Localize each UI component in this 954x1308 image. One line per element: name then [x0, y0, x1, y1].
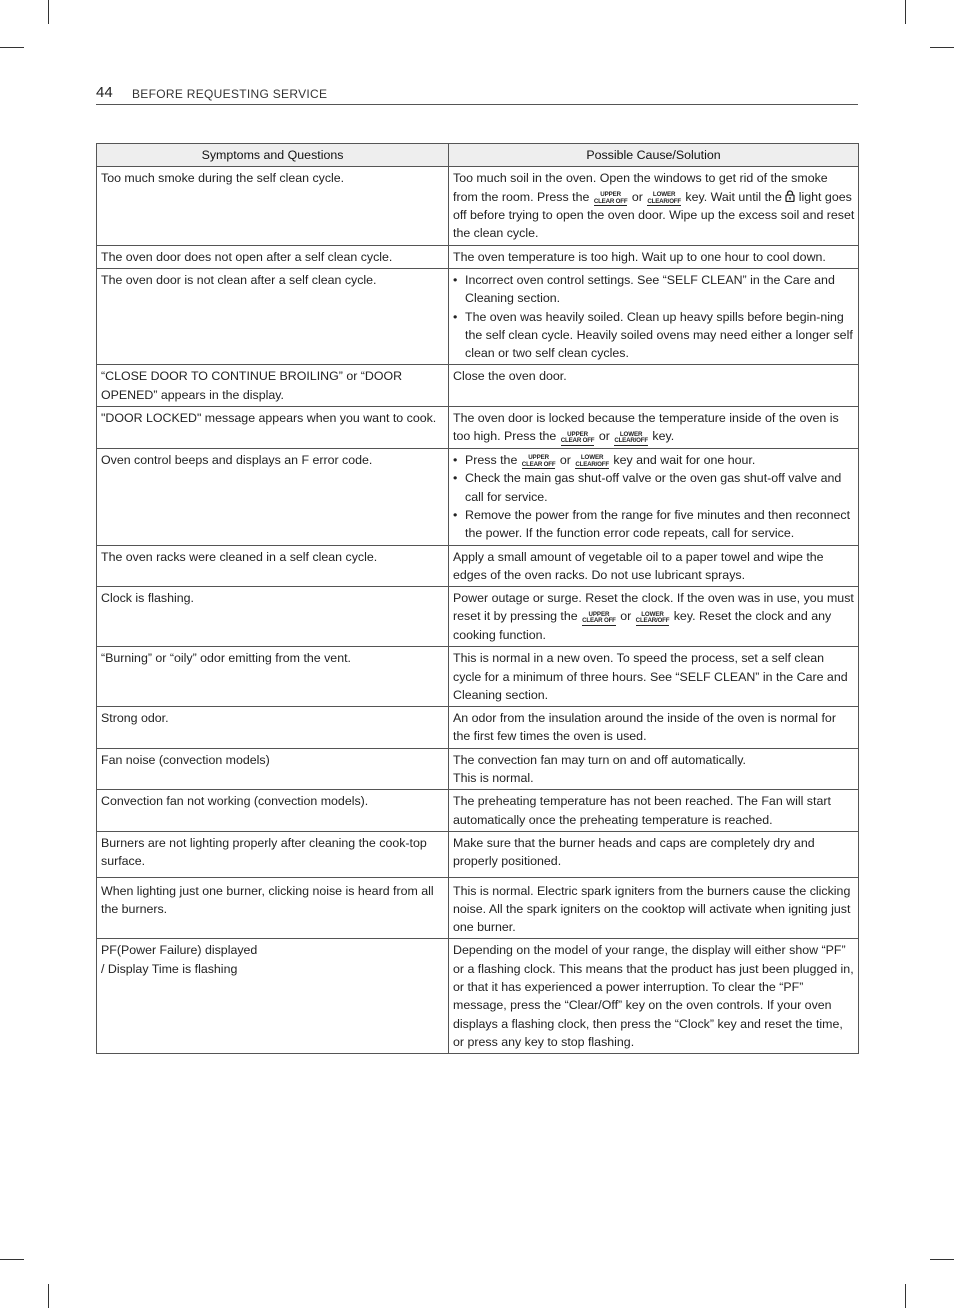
list-item [453, 451, 855, 470]
symptom-cell: Clock is flashing. [97, 587, 449, 647]
table-row [97, 877, 859, 939]
solution-text: Press the [465, 452, 518, 467]
key-label: CLEAR OFF [582, 617, 616, 625]
list-item: • The oven was heavily soiled. Clean up heavy spills before begin-ning the self clean cycle. Heavily soiled ovens may need either a longer self clean or two self clean cycles. [453, 308, 855, 363]
solution-cell [449, 748, 859, 790]
solution-cell: This is normal in a new oven. To speed the process, set a self clean cycle for a minimum of three hours. See “SELF CLEAN” in the Care and Cleaning section. [449, 647, 859, 707]
solution-cell: An odor from the insulation around the inside of the oven is normal for the first few times the oven is used. [449, 707, 859, 749]
lower-clear-off-key-icon [614, 432, 648, 446]
table-row [97, 587, 859, 647]
solution-cell [449, 167, 859, 245]
solution-text: key. [652, 429, 675, 444]
symptom-cell: “CLOSE DOOR TO CONTINUE BROILING” or “DOOR OPENED” appears in the display. [97, 365, 449, 407]
list-item: • Remove the power from the range for five minutes and then reconnect the power. If the function error code repeats, call for service. [453, 506, 855, 543]
solution-line: This is normal. [453, 771, 534, 786]
solution-cell [449, 448, 859, 545]
key-label: LOWER [619, 430, 643, 438]
crop-mark [930, 47, 954, 48]
symptom-cell: "DOOR LOCKED" message appears when you want to cook. [97, 407, 449, 449]
table-row [97, 790, 859, 832]
solution-cell: Apply a small amount of vegetable oil to a paper towel and wipe the edges of the oven racks. Do not use lubricant sprays. [449, 545, 859, 587]
upper-clear-off-key-icon [582, 612, 616, 626]
table-header-row [97, 144, 859, 167]
symptom-cell: Burners are not lighting properly after cleaning the cook-top surface. [97, 831, 449, 877]
solution-text: or [631, 189, 643, 204]
section-title: BEFORE REQUESTING SERVICE [132, 87, 328, 101]
symptom-cell: When lighting just one burner, clicking noise is heard from all the burners. [97, 877, 449, 939]
solution-text: key. Reset the clock and any cooking function. [453, 609, 832, 642]
crop-mark [0, 47, 24, 48]
crop-mark [48, 1284, 49, 1308]
solution-text: Too much soil in the oven. Open the windows to get rid of the smoke from the room. Press the [453, 171, 828, 204]
crop-mark [0, 1259, 24, 1260]
symptom-cell: Strong odor. [97, 707, 449, 749]
symptom-cell: “Burning” or “oily” odor emitting from the vent. [97, 647, 449, 707]
key-label: LOWER [641, 610, 664, 618]
table-row [97, 545, 859, 587]
symptom-cell: Fan noise (convection models) [97, 748, 449, 790]
table-row [97, 407, 859, 449]
key-label: CLEAR/OFF [614, 437, 648, 445]
crop-mark [905, 1284, 906, 1308]
solution-list [453, 451, 855, 543]
key-label: CLEAR OFF [521, 460, 556, 468]
symptom-line: PF(Power Failure) displayed [101, 943, 258, 958]
page-number: 44 [96, 84, 113, 101]
solution-cell: The preheating temperature has not been reached. The Fan will start automatically once the preheating temperature is reached. [449, 790, 859, 832]
key-label: CLEAR OFF [593, 197, 628, 205]
symptom-line: / Display Time is flashing [101, 961, 238, 976]
table-row [97, 831, 859, 877]
solution-cell: The oven temperature is too high. Wait up to one hour to cool down. [449, 245, 859, 268]
crop-mark [930, 1259, 954, 1260]
table-row [97, 647, 859, 707]
solution-cell [449, 587, 859, 647]
table-row [97, 448, 859, 545]
key-label: UPPER [528, 454, 550, 462]
crop-mark [48, 0, 49, 24]
solution-text: light goes off before trying to open the oven door. Wipe up the excess soil and reset the clean cycle. [453, 189, 855, 241]
symptom-cell: The oven door does not open after a self clean cycle. [97, 245, 449, 268]
solution-text: or [598, 429, 610, 444]
table-row [97, 268, 859, 364]
solution-text: or [559, 452, 571, 467]
solution-cell: Depending on the model of your range, the display will either show “PF” or a flashing clock. This means that the product has just been plugged in, or that it has experienced a power interruption. To clear the “PF” message, press the “Clear/Off” key on the oven controls. If your oven displays a flashing clock, then press the “Clock” key and reset the time, or press any key to stop flashing. [449, 939, 859, 1054]
list-item: • Incorrect oven control settings. See “SELF CLEAN” in the Care and Cleaning section. [453, 271, 855, 308]
crop-mark [905, 0, 906, 24]
key-label: UPPER [588, 610, 610, 618]
symptom-cell: The oven racks were cleaned in a self clean cycle. [97, 545, 449, 587]
upper-clear-off-key-icon [561, 432, 595, 446]
symptom-cell [97, 939, 449, 1054]
key-label: LOWER [652, 191, 676, 199]
column-header-solution: Possible Cause/Solution [449, 144, 859, 167]
troubleshooting-table [96, 143, 859, 1054]
solution-text: key and wait for one hour. [613, 452, 756, 467]
lock-icon [785, 190, 795, 202]
key-label: LOWER [580, 454, 604, 462]
table-row [97, 707, 859, 749]
solution-cell: Close the oven door. [449, 365, 859, 407]
solution-text: Power outage or surge. Reset the clock. If the oven was in use, you must reset it by pressing the [453, 591, 854, 624]
symptom-cell: Oven control beeps and displays an F error code. [97, 448, 449, 545]
lower-clear-off-key-icon [647, 192, 681, 206]
table-row [97, 365, 859, 407]
table-row [97, 939, 859, 1054]
upper-clear-off-key-icon [594, 192, 628, 206]
solution-cell: This is normal. Electric spark igniters from the burners cause the clicking noise. All the spark igniters on the cooktop will activate when igniting just one burner. [449, 877, 859, 939]
list-item: • Check the main gas shut-off valve or the oven gas shut-off valve and call for service. [453, 469, 855, 506]
solution-text: key. Wait until the [685, 189, 782, 204]
solution-text: or [620, 609, 632, 624]
key-label: CLEAR/OFF [635, 617, 670, 625]
solution-line: The convection fan may turn on and off automatically. [453, 752, 746, 767]
column-header-symptoms: Symptoms and Questions [97, 144, 449, 167]
lower-clear-off-key-icon [575, 455, 609, 469]
symptom-cell: Too much smoke during the self clean cycle. [97, 167, 449, 245]
symptom-cell: Convection fan not working (convection models). [97, 790, 449, 832]
key-label: UPPER [567, 430, 588, 438]
table-row [97, 245, 859, 268]
solution-cell [449, 268, 859, 364]
solution-cell [449, 407, 859, 449]
table-row [97, 748, 859, 790]
symptom-cell: The oven door is not clean after a self clean cycle. [97, 268, 449, 364]
solution-text: The oven door is locked because the temperature inside of the oven is too high. Press the [453, 411, 839, 444]
lower-clear-off-key-icon [636, 612, 670, 626]
page-header [96, 84, 858, 105]
key-label: CLEAR OFF [560, 437, 595, 445]
key-label: CLEAR/OFF [647, 197, 681, 205]
key-label: UPPER [600, 191, 622, 199]
solution-list [453, 271, 855, 362]
upper-clear-off-key-icon [522, 455, 556, 469]
table-row [97, 167, 859, 245]
key-label: CLEAR/OFF [575, 460, 609, 468]
solution-cell: Make sure that the burner heads and caps are completely dry and properly positioned. [449, 831, 859, 877]
